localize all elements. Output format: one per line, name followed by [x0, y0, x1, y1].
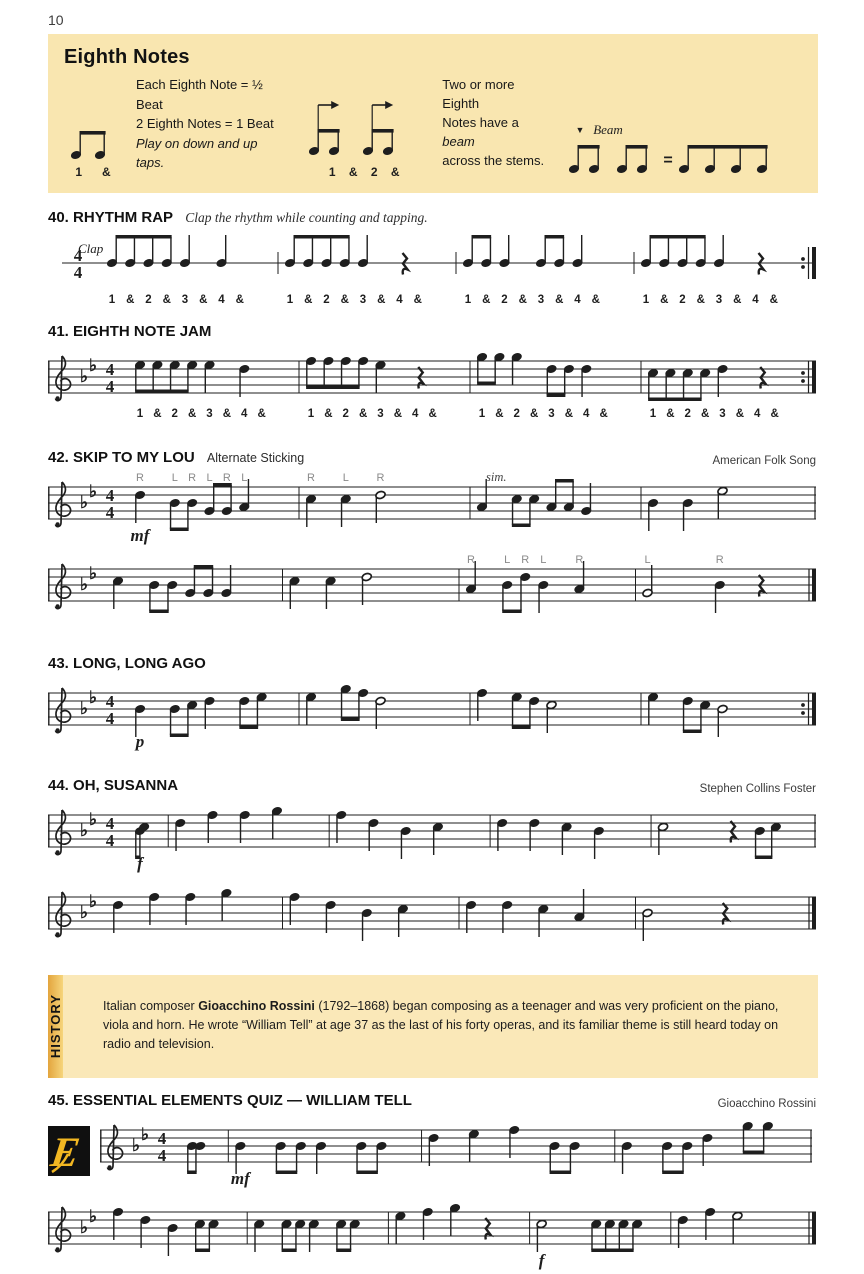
- svg-text:1: 1: [307, 407, 315, 420]
- exercise-subtitle: Clap the rhythm while counting and tapping.: [185, 209, 428, 225]
- svg-text:3: 3: [377, 407, 384, 420]
- svg-text:2: 2: [323, 293, 330, 306]
- rule-line-1: Each Eighth Note = ½ Beat: [136, 77, 263, 112]
- svg-text:&: &: [696, 293, 705, 306]
- svg-text:♭: ♭: [88, 687, 98, 707]
- svg-text:3: 3: [206, 407, 213, 420]
- svg-text:4: 4: [754, 407, 761, 420]
- svg-text:&: &: [393, 407, 403, 420]
- svg-text:1: 1: [286, 293, 294, 306]
- beam-equation-figure: [564, 121, 800, 179]
- svg-text:&: &: [199, 293, 208, 306]
- eighth-pair-icon: [64, 119, 122, 163]
- music-staff: [48, 877, 816, 959]
- svg-text:=: =: [663, 151, 673, 169]
- svg-text:4: 4: [105, 813, 115, 833]
- svg-text:♭: ♭: [79, 366, 89, 386]
- svg-text:2: 2: [145, 293, 152, 306]
- svg-text:R: R: [715, 553, 724, 566]
- svg-text:mf: mf: [230, 1168, 250, 1188]
- svg-text:4: 4: [241, 407, 248, 420]
- svg-text:1: 1: [649, 407, 657, 420]
- svg-text:3: 3: [537, 293, 545, 306]
- svg-text:4: 4: [105, 502, 115, 522]
- beam-line-1: Two or more Eighth: [442, 77, 515, 112]
- exercise-43: [48, 655, 816, 755]
- svg-text:♭: ♭: [131, 1135, 141, 1155]
- exercise-title: RHYTHM RAP: [73, 208, 174, 226]
- svg-text:L: L: [342, 471, 349, 484]
- exercise-45: [48, 1092, 816, 1274]
- svg-text:R: R: [136, 471, 144, 484]
- svg-text:4: 4: [73, 245, 83, 265]
- tap-arrows-icon: [300, 93, 428, 163]
- svg-text:3: 3: [715, 293, 723, 306]
- svg-text:4: 4: [105, 691, 115, 711]
- exercise-title: SKIP TO MY LOU: [73, 448, 195, 466]
- svg-text:&: &: [257, 407, 266, 420]
- svg-text:1: 1: [464, 293, 472, 306]
- svg-text:4: 4: [396, 293, 403, 306]
- exercise-41-heading: [48, 323, 816, 341]
- svg-text:2: 2: [684, 407, 691, 420]
- music-staff: [48, 467, 816, 549]
- svg-text:R: R: [307, 471, 315, 484]
- quiz-icon: [48, 1126, 90, 1176]
- svg-text:♭: ♭: [88, 1206, 98, 1226]
- exercise-title: LONG, LONG AGO: [73, 654, 206, 672]
- history-tab-label: HISTORY: [48, 994, 63, 1059]
- exercise-title: OH, SUSANNA: [73, 776, 179, 794]
- svg-text:4: 4: [73, 262, 83, 282]
- svg-text:&: &: [529, 407, 539, 420]
- svg-text:&: &: [162, 293, 171, 306]
- svg-text:3: 3: [548, 407, 555, 420]
- exercise-44: [48, 777, 816, 959]
- svg-text:♭: ♭: [79, 574, 89, 594]
- svg-text:L: L: [540, 553, 547, 566]
- svg-text:&: &: [126, 293, 135, 306]
- svg-text:4: 4: [105, 708, 115, 728]
- lesson-box: [48, 34, 818, 193]
- history-box: [48, 975, 818, 1078]
- svg-text:R: R: [188, 471, 197, 484]
- svg-text:4: 4: [105, 485, 115, 505]
- exercise-42: [48, 449, 816, 631]
- svg-text:&: &: [770, 407, 779, 420]
- composer-credit: American Folk Song: [712, 454, 816, 467]
- svg-text:R: R: [376, 471, 385, 484]
- rule-line-2: 2 Eighth Notes = 1 Beat: [136, 116, 274, 131]
- music-staff: [48, 1192, 816, 1274]
- svg-text:&: &: [599, 407, 608, 420]
- svg-text:4: 4: [157, 1145, 167, 1165]
- svg-text:1: 1: [478, 407, 486, 420]
- music-staff: [100, 1110, 812, 1192]
- svg-text:&: &: [235, 293, 244, 306]
- exercise-number: 42.: [48, 448, 69, 466]
- svg-text:R: R: [222, 471, 231, 484]
- svg-text:L: L: [644, 553, 651, 566]
- svg-text:3: 3: [359, 293, 367, 306]
- svg-text:♭: ♭: [88, 481, 98, 501]
- svg-text:2: 2: [501, 293, 508, 306]
- svg-text:&: &: [555, 293, 564, 306]
- svg-text:4: 4: [105, 830, 115, 850]
- exercise-number: 45.: [48, 1091, 69, 1109]
- svg-text:R: R: [575, 553, 584, 566]
- svg-text:4: 4: [105, 376, 115, 396]
- exercise-title: ESSENTIAL ELEMENTS QUIZ — WILLIAM TELL: [73, 1091, 412, 1109]
- svg-text:1: 1: [108, 293, 116, 306]
- exercise-43-heading: [48, 655, 816, 673]
- svg-text:♭: ♭: [88, 809, 98, 829]
- svg-text:&: &: [222, 407, 232, 420]
- svg-text:&: &: [495, 407, 504, 420]
- svg-text:&: &: [358, 407, 368, 420]
- exercise-number: 41.: [48, 322, 69, 340]
- exercise-40-heading: [48, 209, 816, 227]
- svg-text:&: &: [428, 407, 437, 420]
- svg-text:&: &: [413, 293, 422, 306]
- svg-text:♭: ♭: [79, 820, 89, 840]
- svg-text:&: &: [324, 407, 333, 420]
- svg-text:2: 2: [342, 407, 349, 420]
- lesson-title: Eighth Notes: [64, 46, 190, 68]
- exercise-number: 44.: [48, 776, 69, 794]
- history-text: Italian composer Gioacchino Rossini (1792–1868) began composing as a teenager and was very proficient on the piano, viola and horn. He wrote “William Tell” at age 37 as the last of his forty operas, and its familiar theme is still heard today on radio and television.: [103, 999, 779, 1051]
- svg-text:♭: ♭: [79, 492, 89, 512]
- svg-text:&: &: [660, 293, 669, 306]
- svg-text:&: &: [591, 293, 600, 306]
- svg-text:4: 4: [583, 407, 590, 420]
- svg-text:♭: ♭: [88, 355, 98, 375]
- eighth-note-rules: [136, 75, 286, 179]
- svg-text:▼: ▼: [575, 124, 585, 135]
- svg-text:♭: ♭: [79, 902, 89, 922]
- svg-text:f: f: [538, 1250, 545, 1270]
- exercise-44-heading: [48, 777, 816, 795]
- svg-text:2: 2: [679, 293, 686, 306]
- svg-text:L: L: [171, 471, 178, 484]
- eighth-pair-figure: [64, 119, 122, 179]
- svg-text:Beam: Beam: [593, 121, 623, 137]
- svg-text:&: &: [304, 293, 313, 306]
- svg-text:&: &: [733, 293, 742, 306]
- svg-text:2: 2: [171, 407, 178, 420]
- svg-text:&: &: [187, 407, 197, 420]
- svg-text:4: 4: [157, 1128, 167, 1148]
- svg-text:&: &: [700, 407, 710, 420]
- music-staff: [48, 795, 816, 877]
- svg-text:&: &: [735, 407, 745, 420]
- svg-text:f: f: [137, 853, 143, 873]
- music-staff: [48, 341, 816, 427]
- svg-text:♭: ♭: [88, 563, 98, 583]
- svg-text:L: L: [206, 471, 213, 484]
- svg-text:♭: ♭: [88, 891, 98, 911]
- svg-text:&: &: [564, 407, 574, 420]
- page-number: 10: [48, 12, 64, 28]
- svg-text:1: 1: [642, 293, 650, 306]
- svg-text:p: p: [135, 731, 145, 751]
- exercise-number: 40.: [48, 208, 69, 226]
- svg-text:&: &: [340, 293, 349, 306]
- history-tab: [48, 975, 63, 1078]
- svg-text:♭: ♭: [79, 698, 89, 718]
- svg-text:&: &: [666, 407, 675, 420]
- svg-text:&: &: [769, 293, 778, 306]
- beam-line-3: across the stems.: [442, 152, 545, 168]
- music-staff: [48, 673, 816, 755]
- beam-explanation: [442, 76, 550, 178]
- composer-credit: Stephen Collins Foster: [699, 782, 816, 795]
- pair-counts: 1 &: [75, 164, 111, 179]
- svg-text:&: &: [482, 293, 491, 306]
- svg-text:4: 4: [574, 293, 581, 306]
- svg-text:R: R: [467, 553, 475, 566]
- svg-text:mf: mf: [130, 525, 150, 545]
- beam-equation-icon: [564, 121, 800, 179]
- svg-text:&: &: [377, 293, 386, 306]
- rule-line-3: Play on down and up taps.: [136, 135, 258, 170]
- exercise-subtitle: Alternate Sticking: [206, 450, 305, 465]
- svg-text:E: E: [47, 1128, 83, 1176]
- svg-text:1: 1: [136, 407, 144, 420]
- svg-text:L: L: [504, 553, 511, 566]
- svg-text:Clap: Clap: [78, 240, 104, 256]
- svg-text:L: L: [241, 471, 248, 484]
- svg-text:4: 4: [412, 407, 419, 420]
- music-staff: [48, 549, 816, 631]
- svg-text:sim.: sim.: [486, 469, 507, 484]
- beam-line-2: Notes have a beam: [442, 114, 519, 149]
- svg-text:&: &: [153, 407, 162, 420]
- exercise-41: [48, 323, 816, 427]
- svg-text:4: 4: [105, 359, 115, 379]
- exercise-45-heading: [48, 1092, 816, 1110]
- svg-text:R: R: [521, 553, 530, 566]
- svg-text:3: 3: [181, 293, 189, 306]
- svg-text:4: 4: [218, 293, 225, 306]
- svg-text:4: 4: [752, 293, 759, 306]
- exercise-number: 43.: [48, 654, 69, 672]
- svg-text:♭: ♭: [79, 1217, 89, 1237]
- svg-text:♭: ♭: [140, 1124, 150, 1144]
- tap-arrows-figure: [300, 93, 428, 179]
- exercise-42-heading: [48, 449, 816, 467]
- exercise-40: [48, 209, 816, 313]
- music-staff: [48, 227, 816, 313]
- exercise-title: EIGHTH NOTE JAM: [73, 322, 212, 340]
- composer-credit: Gioacchino Rossini: [717, 1097, 816, 1110]
- svg-text:&: &: [518, 293, 527, 306]
- svg-text:3: 3: [719, 407, 726, 420]
- tap-counts: 1 & 2 &: [328, 164, 400, 179]
- composer-name: Gioacchino Rossini: [198, 999, 315, 1013]
- svg-text:2: 2: [513, 407, 520, 420]
